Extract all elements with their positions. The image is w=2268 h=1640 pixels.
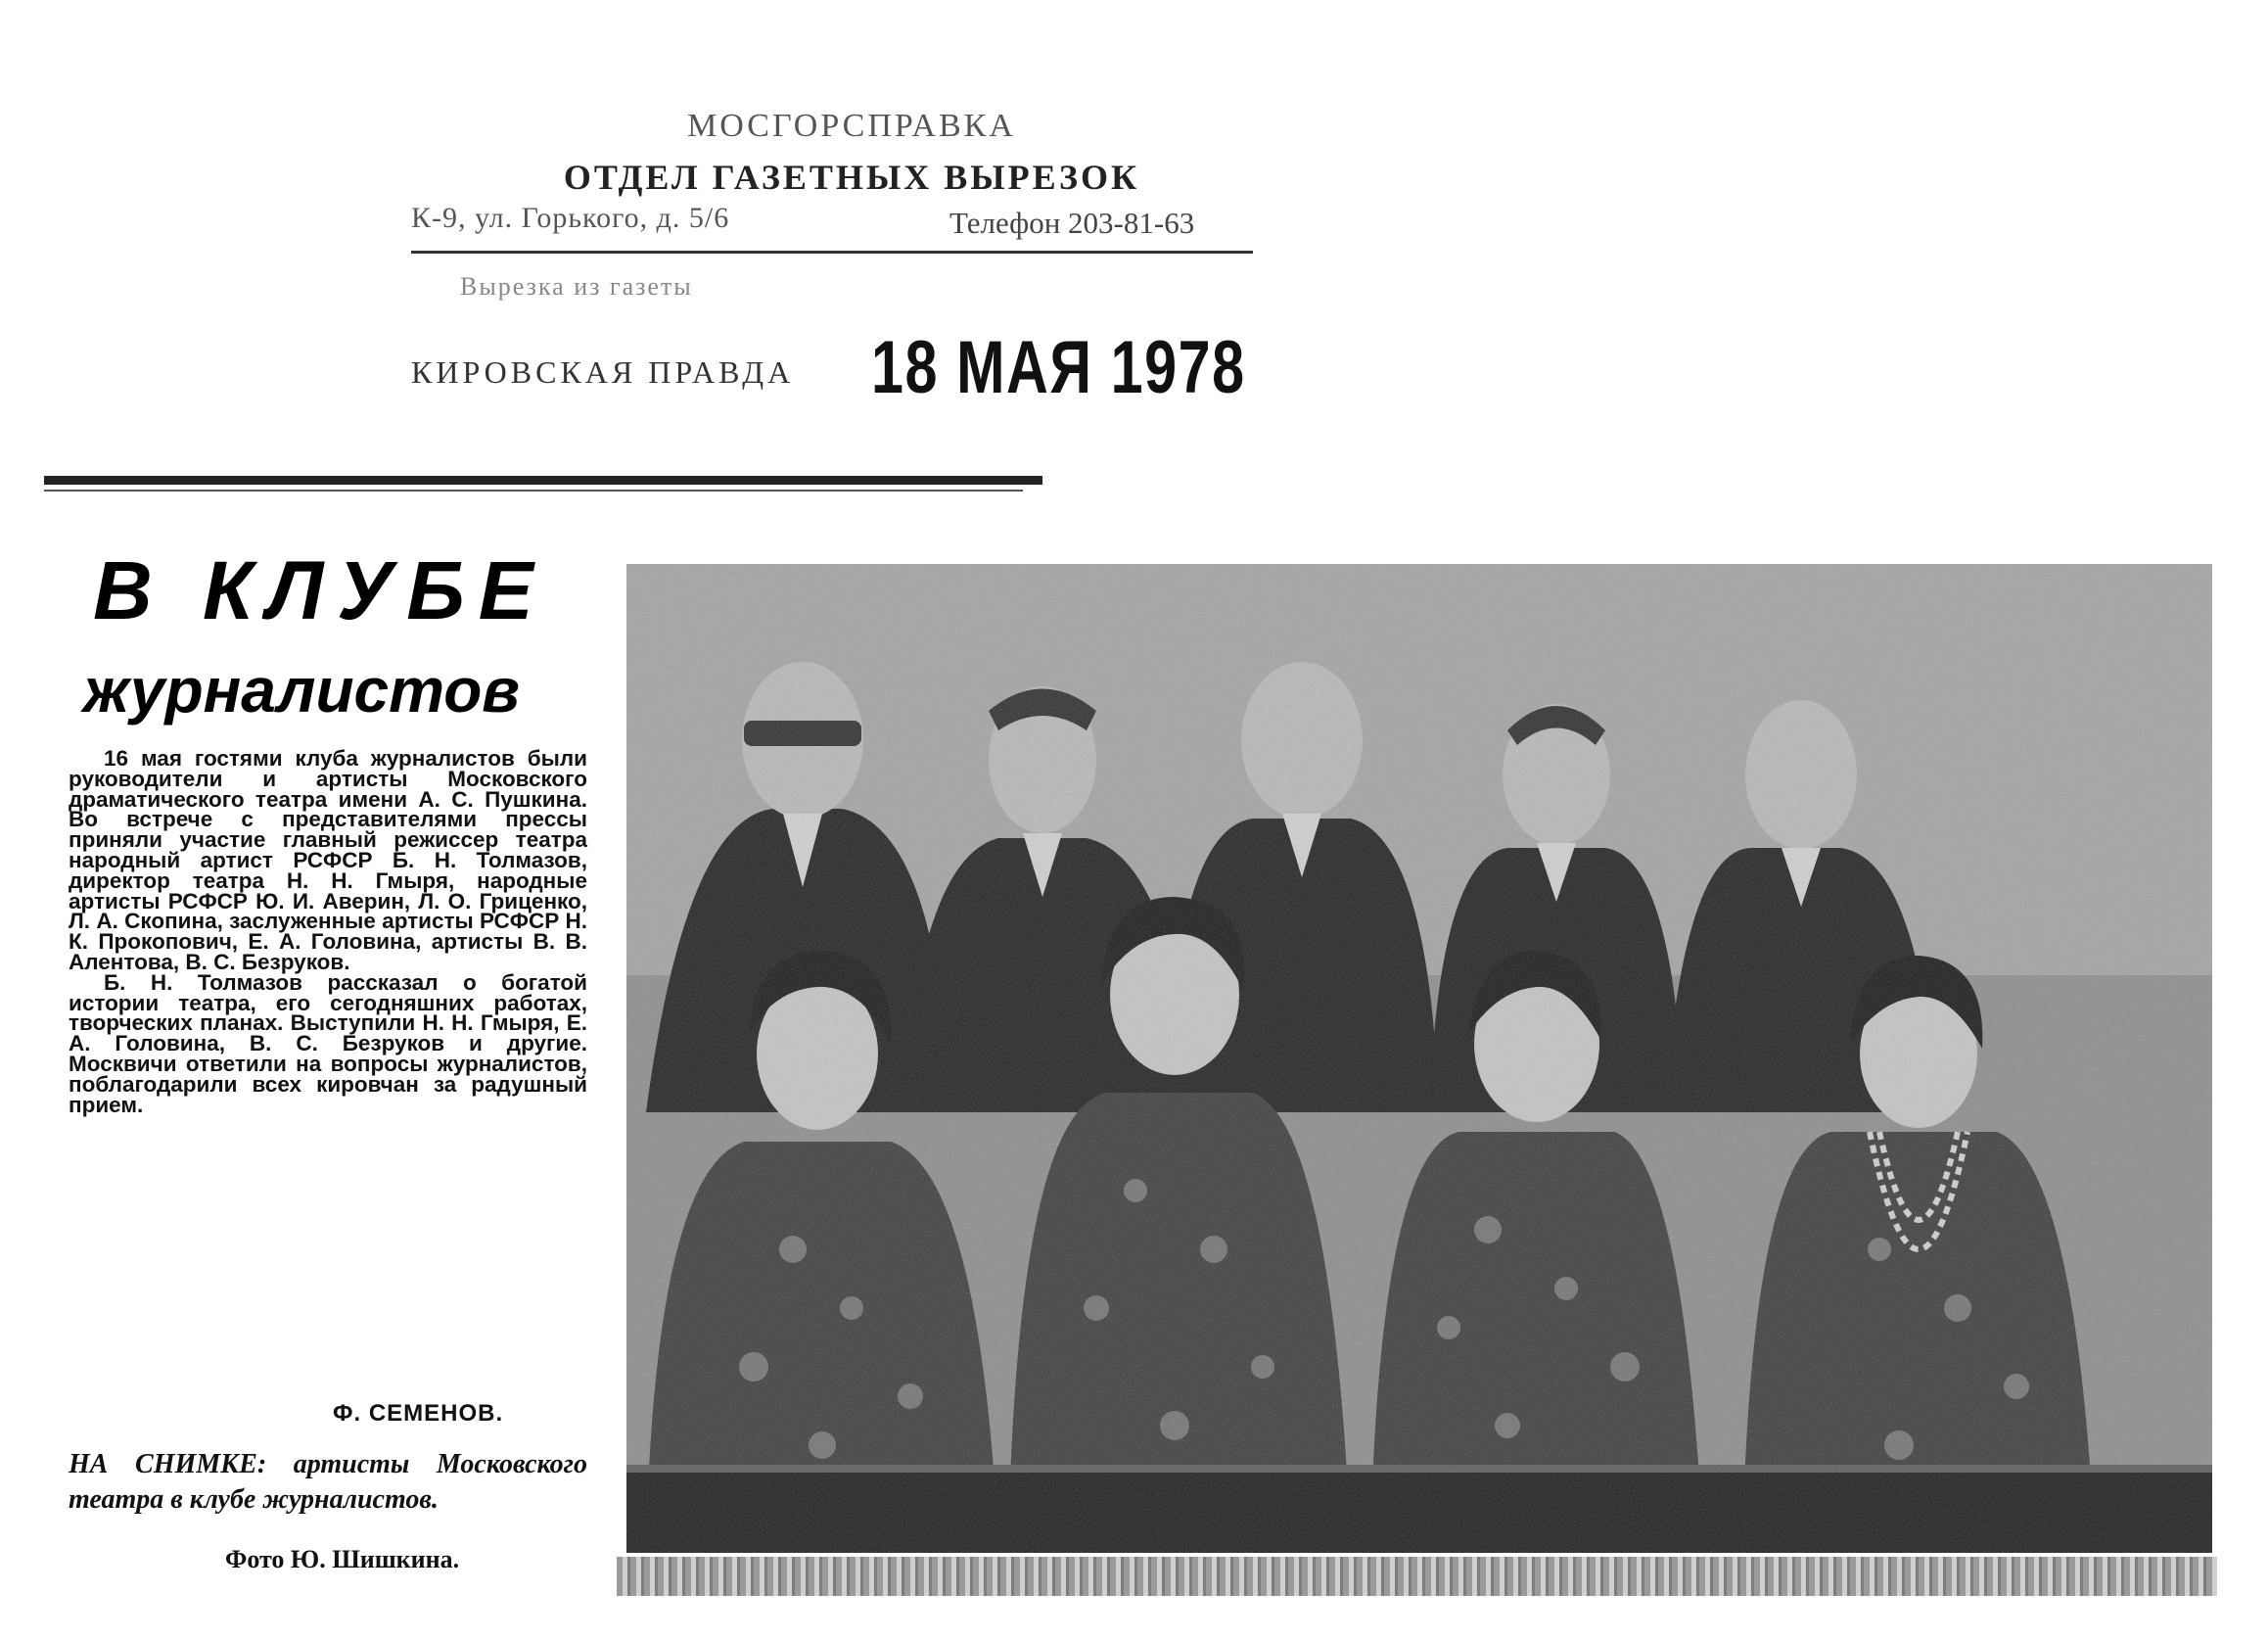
page-divider-thin: [44, 490, 1023, 492]
article-headline: В КЛУБЕ: [93, 544, 547, 636]
clipping-label: Вырезка из газеты: [460, 272, 693, 301]
agency-name: МОСГОРСПРАВКА: [687, 108, 1016, 144]
page-divider: [44, 476, 1042, 485]
group-photo-image: [626, 564, 2212, 1553]
article-byline: Ф. СЕМЕНОВ.: [333, 1400, 504, 1427]
article-subheadline: журналистов: [83, 655, 520, 726]
header-rule: [411, 251, 1253, 254]
photo-bottom-strip: [617, 1557, 2217, 1596]
photo-caption: НА СНИМКЕ: артисты Московского театра в клубе журналистов.: [69, 1449, 587, 1515]
newspaper-name: КИРОВСКАЯ ПРАВДА: [411, 354, 795, 390]
article-paragraph: 16 мая гостями клуба журналистов были руководители и артисты Московского драматического театра имени А. С. Пушкина. Во встрече с представителями прессы приняли участие главный режиссер театра народный артист РСФСР Б. Н. Толмазов, директор театра Н. Н. Гмыря, народные артисты РСФСР Ю. И. Аверин, Л. О. Гриценко, Л. А. Скопина, заслуженные артисты РСФСР Н. К. Прокопович, Е. А. Головина, артисты В. В. Алентова, В. С. Безруков.: [69, 746, 587, 974]
article-body: [69, 746, 587, 1117]
agency-phone: Телефон 203-81-63: [949, 206, 1195, 240]
photo-credit: Фото Ю. Шишкина.: [225, 1545, 460, 1573]
date-stamp: 18 МАЯ 1978: [871, 326, 1246, 409]
department-name: ОТДЕЛ ГАЗЕТНЫХ ВЫРЕЗОК: [563, 158, 1140, 197]
agency-address: К-9, ул. Горького, д. 5/6: [411, 202, 730, 234]
group-photo: [626, 564, 2212, 1553]
article-paragraph: Б. Н. Толмазов рассказал о богатой истории театра, его сегодняшних работах, творческих планах. Выступили Н. Н. Гмыря, Е. А. Головина, В. С. Безруков и другие. Москвичи ответили на вопросы журналистов, поблагодарили всех кировчан за радушный прием.: [69, 969, 587, 1117]
